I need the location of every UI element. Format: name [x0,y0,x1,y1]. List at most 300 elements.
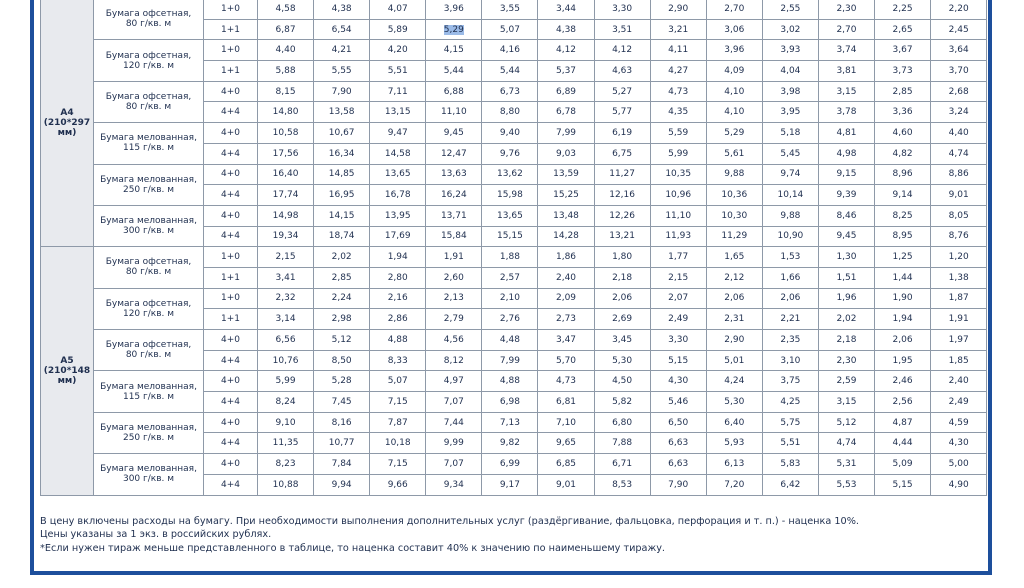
price-cell [258,350,314,371]
format-label: (210*297 [43,117,91,128]
price-cell [762,454,818,475]
price-cell [370,267,426,288]
price-cell [258,330,314,351]
price-value: 16,34 [328,148,355,159]
color-scheme-cell: 1+0 [204,288,258,309]
price-cell [706,185,762,206]
price-value: 1,30 [836,252,857,263]
paper-type-cell [94,40,204,81]
price-cell [258,267,314,288]
price-value: 2,70 [724,3,745,14]
price-cell [538,392,594,413]
price-value: 4,98 [836,148,857,159]
price-cell [762,350,818,371]
price-value: 2,55 [780,3,801,14]
price-cell [594,412,650,433]
price-cell [875,226,931,247]
price-value: 2,02 [331,252,352,263]
price-cell [650,226,706,247]
price-cell [426,81,482,102]
price-cell [258,226,314,247]
price-value: 9,01 [948,190,969,201]
price-cell [594,205,650,226]
price-value: 11,27 [609,169,635,180]
price-value: 5,61 [724,148,745,159]
price-cell [818,102,874,123]
price-value: 8,80 [499,107,520,118]
price-cell [931,61,987,82]
price-cell [650,81,706,102]
price-value: 5,51 [387,65,408,76]
price-value: 2,16 [387,293,408,304]
price-cell [258,474,314,495]
price-cell [594,433,650,454]
price-value: 1,91 [948,314,969,325]
price-cell [258,205,314,226]
price-cell [875,40,931,61]
price-cell [258,0,314,19]
price-value: 2,10 [499,293,520,304]
price-cell [538,412,594,433]
price-cell [482,61,538,82]
price-cell [538,164,594,185]
color-scheme-cell: 4+4 [204,392,258,413]
price-cell [875,123,931,144]
price-cell [650,309,706,330]
price-cell [650,247,706,268]
price-value: 2,86 [387,314,408,325]
price-value: 7,07 [443,458,464,469]
price-cell [762,102,818,123]
color-scheme-cell: 4+0 [204,454,258,475]
price-value: 5,27 [612,86,633,97]
price-value: 4,16 [499,45,520,56]
price-value: 4,44 [892,438,913,449]
price-value: 8,12 [443,355,464,366]
price-value: 2,49 [668,314,689,325]
price-cell [426,61,482,82]
price-value: 2,76 [499,314,520,325]
price-cell [931,267,987,288]
color-scheme-cell: 4+4 [204,102,258,123]
price-value: 4,12 [612,45,633,56]
price-value: 14,15 [328,210,355,221]
price-value: 2,56 [892,396,913,407]
price-value: 2,35 [780,334,801,345]
price-value: 14,98 [272,210,299,221]
price-value: 16,78 [384,190,411,201]
price-value: 5,53 [836,479,857,490]
price-value: 9,39 [836,190,857,201]
price-value: 5,15 [892,479,913,490]
price-cell [370,164,426,185]
price-value: 1,66 [780,272,801,283]
price-cell [762,40,818,61]
price-cell [538,102,594,123]
price-value: 6,75 [612,148,633,159]
price-cell [762,330,818,351]
price-value: 15,25 [553,190,579,201]
price-cell [258,185,314,206]
table-row [41,371,987,392]
price-value: 2,79 [443,314,464,325]
price-cell [875,102,931,123]
price-cell [650,267,706,288]
price-cell [426,247,482,268]
price-value: 17,56 [272,148,299,159]
price-cell [931,412,987,433]
price-value: 4,40 [948,127,969,138]
price-value: 7,87 [387,417,408,428]
price-cell [875,392,931,413]
price-value: 4,48 [499,334,520,345]
price-cell [818,412,874,433]
price-cell [931,288,987,309]
price-value: 1,20 [948,252,969,263]
price-value: 13,71 [440,210,467,221]
price-cell [314,454,370,475]
price-value: 1,94 [387,252,408,263]
price-value: 15,84 [440,231,467,242]
price-cell [931,40,987,61]
price-value: 5,99 [668,148,689,159]
price-cell [650,19,706,40]
price-cell [706,143,762,164]
price-value: 5,83 [780,458,801,469]
price-value: 6,63 [668,438,689,449]
price-cell [875,330,931,351]
price-cell [370,247,426,268]
price-cell [314,19,370,40]
price-value: 13,15 [384,107,411,118]
price-value: 4,30 [948,438,969,449]
price-value: 1,97 [948,334,969,345]
price-cell [650,392,706,413]
price-cell [370,81,426,102]
price-value: 5,12 [331,334,352,345]
paper-type-label: Бумага офсетная, [105,298,192,309]
price-value: 8,23 [275,458,296,469]
price-table-body [41,0,987,495]
price-cell [538,81,594,102]
price-value: 3,02 [780,24,801,35]
price-value: 9,34 [443,479,464,490]
price-value: 6,63 [668,458,689,469]
paper-type-label: Бумага офсетная, [105,91,192,102]
price-cell [538,433,594,454]
price-cell [482,102,538,123]
price-value: 6,13 [724,458,745,469]
price-cell [650,433,706,454]
price-cell [482,123,538,144]
price-cell [314,226,370,247]
price-value: 13,48 [553,210,579,221]
price-cell [258,143,314,164]
price-cell [818,81,874,102]
price-value: 4,30 [668,376,689,387]
price-value: 1,86 [555,252,577,263]
price-cell [258,454,314,475]
price-value: 11,10 [440,107,467,118]
price-cell [762,185,818,206]
price-cell [931,164,987,185]
price-cell [426,433,482,454]
price-cell [650,474,706,495]
price-cell [594,226,650,247]
price-value: 19,34 [272,231,299,242]
color-scheme-cell: 4+4 [204,185,258,206]
price-value: 8,46 [836,210,857,221]
price-value: 13,59 [553,169,579,180]
price-value: 3,15 [836,86,857,97]
price-value: 2,18 [836,334,857,345]
price-value: 6,71 [612,458,633,469]
price-cell [370,433,426,454]
price-cell [818,350,874,371]
price-cell [818,164,874,185]
price-value: 2,32 [275,293,296,304]
format-label: A4 [60,107,74,118]
price-value: 6,81 [555,396,577,407]
price-value: 16,95 [328,190,355,201]
price-value: 17,74 [272,190,299,201]
price-value: 13,63 [440,169,467,180]
price-value: 5,77 [612,107,633,118]
price-cell [706,81,762,102]
price-value: 5,44 [443,65,464,76]
price-cell [370,61,426,82]
table-row [41,164,987,185]
price-value: 7,99 [499,355,520,366]
price-value: 4,38 [555,24,577,35]
price-cell [482,185,538,206]
price-cell [931,392,987,413]
price-value: 8,24 [275,396,296,407]
price-cell [706,309,762,330]
price-cell [762,412,818,433]
price-cell [538,143,594,164]
price-value: 13,58 [328,107,355,118]
paper-type-label: Бумага офсетная, [105,9,192,20]
price-cell [706,371,762,392]
price-value: 13,95 [384,210,411,221]
price-value: 1,91 [443,252,464,263]
price-cell [706,474,762,495]
price-value: 9,03 [555,148,577,159]
price-cell [706,102,762,123]
price-value: 9,10 [275,417,296,428]
price-cell [370,350,426,371]
price-value: 4,27 [668,65,689,76]
price-value: 2,70 [836,24,857,35]
price-cell [594,19,650,40]
price-value: 12,47 [440,148,467,159]
price-value: 3,98 [780,86,801,97]
price-cell [314,267,370,288]
price-cell [762,0,818,19]
price-cell [538,309,594,330]
price-cell [258,309,314,330]
price-cell [538,371,594,392]
price-value: 2,68 [948,86,969,97]
price-value: 6,54 [331,24,352,35]
price-value: 2,25 [892,3,913,14]
price-value: 2,46 [892,376,913,387]
price-cell [706,247,762,268]
price-value: 5,01 [724,355,745,366]
table-row [41,330,987,351]
price-value: 7,88 [612,438,633,449]
price-cell [875,267,931,288]
price-value: 8,33 [387,355,408,366]
price-cell [594,371,650,392]
price-cell [314,61,370,82]
price-cell [370,19,426,40]
paper-type-cell [94,247,204,288]
color-scheme-cell: 4+4 [204,474,258,495]
price-value: 4,73 [555,376,577,387]
price-cell [258,392,314,413]
price-value: 11,93 [665,231,692,242]
price-cell [931,102,987,123]
paper-type-label: Бумага мелованная, [100,381,197,392]
price-value: 4,35 [668,107,689,118]
price-value: 5,44 [499,65,520,76]
price-value: 7,15 [387,458,408,469]
price-cell [931,19,987,40]
price-cell [594,247,650,268]
price-value: 7,20 [724,479,745,490]
price-value: 4,56 [443,334,464,345]
price-value: 2,06 [892,334,913,345]
paper-type-label: Бумага офсетная, [105,50,192,61]
price-cell [426,330,482,351]
price-value: 5,29 [443,24,464,35]
color-scheme-cell: 1+1 [204,19,258,40]
price-cell [482,164,538,185]
format-label: A5 [60,355,74,366]
price-cell [762,474,818,495]
price-cell [538,474,594,495]
paper-type-cell [94,81,204,122]
price-cell [594,40,650,61]
paper-type-label: 120 г/кв. м [122,308,175,319]
price-value: 2,57 [499,272,520,283]
price-value: 13,21 [609,231,635,242]
price-cell [538,185,594,206]
price-value: 5,31 [836,458,857,469]
table-row [41,247,987,268]
price-value: 2,69 [612,314,633,325]
color-scheme-cell: 4+0 [204,330,258,351]
price-cell [314,185,370,206]
price-value: 4,87 [892,417,913,428]
price-value: 7,90 [331,86,352,97]
price-cell [931,330,987,351]
price-cell [650,185,706,206]
paper-type-label: Бумага офсетная, [105,340,192,351]
price-value: 5,46 [668,396,689,407]
color-scheme-cell: 1+0 [204,0,258,19]
price-cell [314,164,370,185]
color-scheme-cell: 4+4 [204,350,258,371]
price-value: 2,40 [948,376,969,387]
price-cell [370,330,426,351]
price-value: 1,96 [836,293,857,304]
price-value: 13,62 [497,169,523,180]
price-value: 17,69 [384,231,411,242]
price-cell [426,185,482,206]
price-cell [650,454,706,475]
price-cell [314,143,370,164]
price-cell [314,0,370,19]
price-cell [818,226,874,247]
price-value: 2,59 [836,376,857,387]
color-scheme-cell: 4+0 [204,205,258,226]
price-cell [875,288,931,309]
price-cell [258,371,314,392]
price-value: 1,38 [948,272,969,283]
price-cell [370,226,426,247]
price-value: 3,30 [612,3,633,14]
price-cell [426,309,482,330]
table-row [41,288,987,309]
price-cell [538,454,594,475]
price-value: 3,06 [724,24,745,35]
price-cell [650,40,706,61]
price-value: 14,58 [384,148,411,159]
price-cell [482,267,538,288]
price-value: 1,88 [499,252,520,263]
price-cell [650,164,706,185]
price-value: 9,17 [499,479,520,490]
price-value: 8,53 [612,479,633,490]
price-cell [818,0,874,19]
price-cell [762,392,818,413]
price-cell [706,61,762,82]
price-cell [314,392,370,413]
price-value: 14,80 [272,107,299,118]
price-cell [258,102,314,123]
price-cell [650,102,706,123]
price-cell [482,433,538,454]
price-cell [931,226,987,247]
price-value: 6,78 [555,107,577,118]
price-cell [706,40,762,61]
price-value: 4,04 [780,65,801,76]
price-cell [314,350,370,371]
price-value: 4,25 [780,396,801,407]
price-value: 9,01 [555,479,577,490]
price-value: 3,45 [612,334,633,345]
price-cell [370,412,426,433]
price-cell [314,205,370,226]
price-value: 1,90 [892,293,913,304]
price-value: 8,86 [948,169,969,180]
price-cell [258,123,314,144]
format-cell [41,247,94,495]
price-cell [875,454,931,475]
price-cell [818,123,874,144]
price-value: 5,28 [331,376,352,387]
paper-type-cell [94,288,204,329]
price-value: 4,73 [668,86,689,97]
price-value: 8,25 [892,210,913,221]
price-value: 9,66 [387,479,408,490]
price-value: 2,45 [948,24,969,35]
price-cell [482,330,538,351]
price-cell [931,123,987,144]
